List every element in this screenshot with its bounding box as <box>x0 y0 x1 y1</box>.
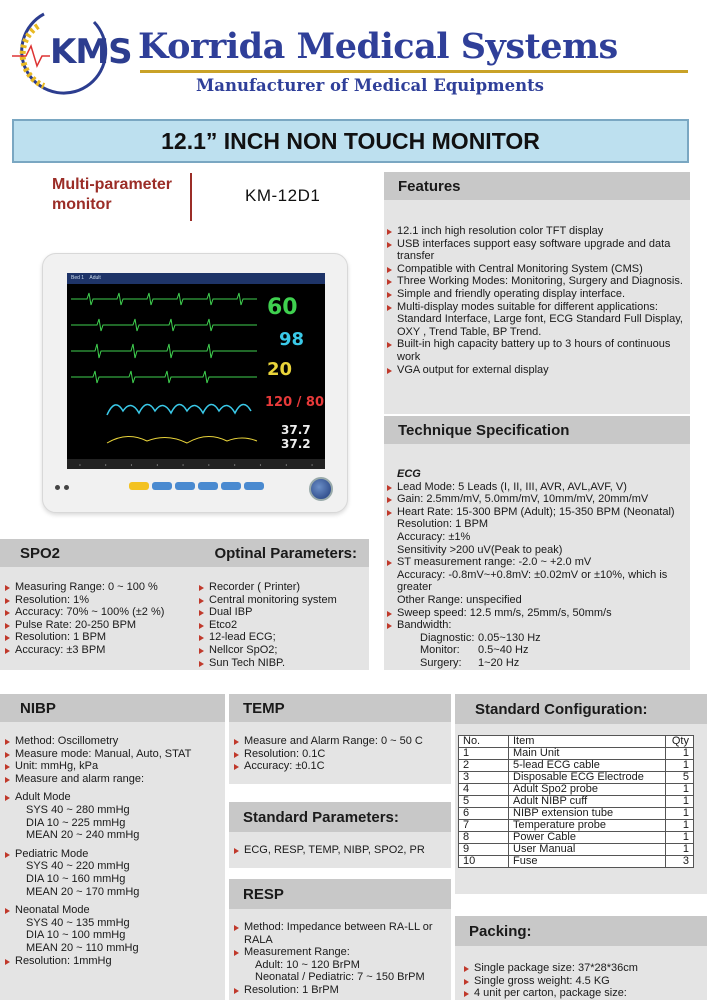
table-cell: 10 <box>459 856 509 868</box>
resp-value: 20 <box>267 359 293 380</box>
list-item: 12-lead ECG; <box>198 631 366 644</box>
standard-params-list <box>233 844 449 857</box>
list-item: Pulse Rate: 20-250 BPM <box>4 619 194 632</box>
table-cell: 1 <box>666 784 694 796</box>
column-header: Item <box>509 736 666 748</box>
list-item: Sensitivity >200 uV(Peak to peak) <box>397 543 563 556</box>
table-row <box>459 820 694 832</box>
list-item: VGA output for external display <box>386 364 688 377</box>
list-item: Resolution: 1mmHg <box>4 955 222 968</box>
list-item: Recorder ( Printer) <box>198 581 366 594</box>
table-cell: 5-lead ECG cable <box>509 760 666 772</box>
list-item: Accuracy: ±3 BPM <box>4 644 194 657</box>
table-cell: 6 <box>459 808 509 820</box>
nibp-heading: NIBP <box>0 694 225 722</box>
screen-menu-bar: • • • • • • • • • • <box>67 459 325 469</box>
nibp-value: 120 / 80 <box>265 395 325 410</box>
list-item: ECG, RESP, TEMP, NIBP, SPO2, PR <box>233 844 449 857</box>
monitor-screen <box>67 273 325 469</box>
company-name: Korrida Medical Systems <box>138 26 618 67</box>
table-cell: 7 <box>459 820 509 832</box>
monitor-indicators <box>55 485 69 490</box>
list-item: Accuracy: ±0.1C <box>233 760 449 773</box>
table-cell: 5 <box>459 796 509 808</box>
list-item: Other Range: unspecified <box>397 593 522 606</box>
resp-list <box>233 921 449 997</box>
monitor-button <box>175 482 195 490</box>
temp1-value: 37.7 <box>281 423 311 437</box>
list-item: Measuring Range: 0 ~ 100 % <box>4 581 194 594</box>
list-item: 12.1 inch high resolution color TFT display <box>386 225 688 238</box>
table-cell: NIBP extension tube <box>509 808 666 820</box>
list-item: DIA 10 ~ 225 mmHg <box>26 816 126 829</box>
list-item: Neonatal Mode <box>4 904 222 917</box>
monitor-button <box>129 482 149 490</box>
table-cell: 5 <box>666 772 694 784</box>
table-row <box>459 832 694 844</box>
monitor-buttons <box>129 482 264 490</box>
product-type-line2: monitor <box>52 196 112 213</box>
features-list <box>386 225 688 376</box>
list-item: MEAN 20 ~ 170 mmHg <box>26 885 140 898</box>
table-cell: 3 <box>459 772 509 784</box>
optional-heading: Optinal Parameters: <box>214 544 357 562</box>
list-item: Bandwidth: <box>386 619 688 632</box>
list-item: ST measurement range: -2.0 ~ +2.0 mV <box>386 556 688 569</box>
table-cell: Adult NIBP cuff <box>509 796 666 808</box>
list-item: 4 unit per carton, package size: <box>463 987 703 1000</box>
list-item: Heart Rate: 15-300 BPM (Adult); 15-350 BPM (Neonatal) <box>386 506 688 519</box>
list-item: Adult: 10 ~ 120 BrPM <box>255 958 360 971</box>
standard-params-heading: Standard Parameters: <box>229 802 451 832</box>
table-cell: 1 <box>666 820 694 832</box>
list-item: Measure and alarm range: <box>4 773 222 786</box>
nibp-list <box>4 735 222 967</box>
model-number: KM-12D1 <box>245 186 321 205</box>
technique-panel <box>384 416 690 670</box>
list-item: Central monitoring system <box>198 594 366 607</box>
list-item: Dual IBP <box>198 606 366 619</box>
kms-logo <box>4 2 132 102</box>
list-item: Etco2 <box>198 619 366 632</box>
rotary-knob-icon <box>309 477 333 501</box>
list-item: Single package size: 37*28*36cm <box>463 962 703 975</box>
list-item: Measurement Range: <box>233 946 449 959</box>
temp-heading: TEMP <box>229 694 451 722</box>
temp2-value: 37.2 <box>281 437 311 451</box>
list-item: Sun Tech NIBP. <box>198 657 366 670</box>
list-item: DIA 10 ~ 100 mmHg <box>26 929 126 942</box>
list-item: Neonatal / Pediatric: 7 ~ 150 BrPM <box>255 971 425 984</box>
list-item: Compatible with Central Monitoring System (CMS) <box>386 263 688 276</box>
page-title: 12.1” INCH NON TOUCH MONITOR <box>12 119 689 163</box>
table-row <box>459 748 694 760</box>
packing-heading: Packing: <box>455 916 707 946</box>
list-item: SYS 40 ~ 280 mmHg <box>26 803 130 816</box>
spo2-heading: SPO2 <box>20 544 61 562</box>
monitor-button <box>244 482 264 490</box>
list-item: Built-in high capacity battery up to 3 hours of continuous work <box>386 338 688 363</box>
spo2-value: 98 <box>279 329 305 350</box>
list-item: Method: Oscillometry <box>4 735 222 748</box>
list-item: Accuracy: 70% ~ 100% (±2 %) <box>4 606 194 619</box>
list-item: Measure and Alarm Range: 0 ~ 50 C <box>233 735 449 748</box>
resp-panel <box>229 879 451 1000</box>
standard-config-table <box>458 735 694 868</box>
monitor-image <box>42 253 348 513</box>
list-item: SYS 40 ~ 220 mmHg <box>26 860 130 873</box>
table-cell: 3 <box>666 856 694 868</box>
list-item: Unit: mmHg, kPa <box>4 760 222 773</box>
power-led-icon <box>55 485 60 490</box>
table-header-row <box>459 736 694 748</box>
product-divider <box>190 173 192 221</box>
list-item: Sweep speed: 12.5 mm/s, 25mm/s, 50mm/s <box>386 607 688 620</box>
table-cell: Disposable ECG Electrode <box>509 772 666 784</box>
optional-list <box>198 581 366 669</box>
resp-heading: RESP <box>229 879 451 909</box>
temp-list <box>233 735 449 773</box>
list-item: Adult Mode <box>4 791 222 804</box>
table-cell: 1 <box>666 760 694 772</box>
list-item: Single gross weight: 4.5 KG <box>463 975 703 988</box>
table-row <box>459 796 694 808</box>
patient-type: Adult <box>89 275 101 281</box>
ecg-label: ECG <box>397 468 421 480</box>
spo2-panel <box>0 539 369 670</box>
battery-led-icon <box>64 485 69 490</box>
table-cell: Adult Spo2 probe <box>509 784 666 796</box>
list-item: DIA 10 ~ 160 mmHg <box>26 872 126 885</box>
monitor-button <box>221 482 241 490</box>
header-divider <box>140 70 688 73</box>
table-cell: Power Cable <box>509 832 666 844</box>
list-item: Gain: 2.5mm/mV, 5.0mm/mV, 10mm/mV, 20mm/mV <box>386 493 688 506</box>
header <box>0 0 707 105</box>
table-row <box>459 844 694 856</box>
temp-panel <box>229 694 451 784</box>
table-cell: 8 <box>459 832 509 844</box>
technique-list <box>386 468 688 670</box>
list-item: Resolution: 1 BPM <box>4 631 194 644</box>
list-item: SYS 40 ~ 135 mmHg <box>26 916 130 929</box>
monitor-button <box>152 482 172 490</box>
hr-value: 60 <box>267 295 298 320</box>
packing-panel <box>455 916 707 1000</box>
list-item: MEAN 20 ~ 110 mmHg <box>26 941 139 954</box>
features-heading: Features <box>384 172 690 200</box>
bandwidth-row: Monitor: 0.5~40 Hz <box>420 644 529 657</box>
list-item: Nellcor SpO2; <box>198 644 366 657</box>
table-row <box>459 808 694 820</box>
table-cell: 1 <box>666 832 694 844</box>
features-panel <box>384 172 690 414</box>
packing-list <box>463 962 703 1000</box>
table-row <box>459 784 694 796</box>
column-header: Qty <box>666 736 694 748</box>
table-cell: User Manual <box>509 844 666 856</box>
table-cell: 1 <box>666 748 694 760</box>
table-cell: 4 <box>459 784 509 796</box>
table-cell: Temperature probe <box>509 820 666 832</box>
table-cell: 1 <box>666 808 694 820</box>
table-cell: Fuse <box>509 856 666 868</box>
product-type-label <box>52 175 172 215</box>
list-item: MEAN 20 ~ 240 mmHg <box>26 829 140 842</box>
list-item: Resolution: 1 BPM <box>397 518 489 531</box>
spo2-heading-bar <box>0 539 369 567</box>
list-item: Method: Impedance between RA-LL or RALA <box>233 921 449 946</box>
table-cell: 2 <box>459 760 509 772</box>
product-type-line1: Multi-parameter <box>52 176 173 193</box>
bandwidth-row: Surgery: 1~20 Hz <box>420 656 520 669</box>
nibp-panel <box>0 694 225 1000</box>
list-item: Accuracy: ±1% <box>397 530 471 543</box>
bandwidth-row: Diagnostic: 0.05~130 Hz <box>420 631 541 644</box>
list-item: Pediatric Mode <box>4 848 222 861</box>
standard-config-heading: Standard Configuration: <box>455 694 707 724</box>
list-item: Multi-display modes suitable for different applications: Standard Interface, Large font, ECG Standard Full Display, OXY , Trend Table, BP Trend. <box>386 301 688 339</box>
spo2-list <box>4 581 194 657</box>
list-item: USB interfaces support easy software upgrade and data transfer <box>386 238 688 263</box>
table-cell: 9 <box>459 844 509 856</box>
list-item: Accuracy: -0.8mV~+0.8mV: ±0.02mV or ±10%, which is greater <box>397 568 668 594</box>
list-item: Simple and friendly operating display interface. <box>386 288 688 301</box>
list-item: Three Working Modes: Monitoring, Surgery and Diagnosis. <box>386 275 688 288</box>
table-cell: 1 <box>666 844 694 856</box>
technique-heading: Technique Specification <box>384 416 690 444</box>
table-row <box>459 772 694 784</box>
column-header: No. <box>459 736 509 748</box>
table-row <box>459 760 694 772</box>
table-cell: 1 <box>459 748 509 760</box>
logo-text: KMS <box>50 32 132 72</box>
table-cell: 1 <box>666 796 694 808</box>
list-item: Resolution: 0.1C <box>233 748 449 761</box>
standard-params-panel <box>229 802 451 868</box>
monitor-button <box>198 482 218 490</box>
list-item: Measure mode: Manual, Auto, STAT <box>4 748 222 761</box>
bed-label: Bed 1 <box>71 275 85 281</box>
list-item: Resolution: 1% <box>4 594 194 607</box>
list-item: Resolution: 1 BrPM <box>233 984 449 997</box>
company-tagline: Manufacturer of Medical Equipments <box>196 76 544 95</box>
table-cell: Main Unit <box>509 748 666 760</box>
list-item: Lead Mode: 5 Leads (I, II, III, AVR, AVL,AVF, V) <box>386 481 688 494</box>
table-row <box>459 856 694 868</box>
